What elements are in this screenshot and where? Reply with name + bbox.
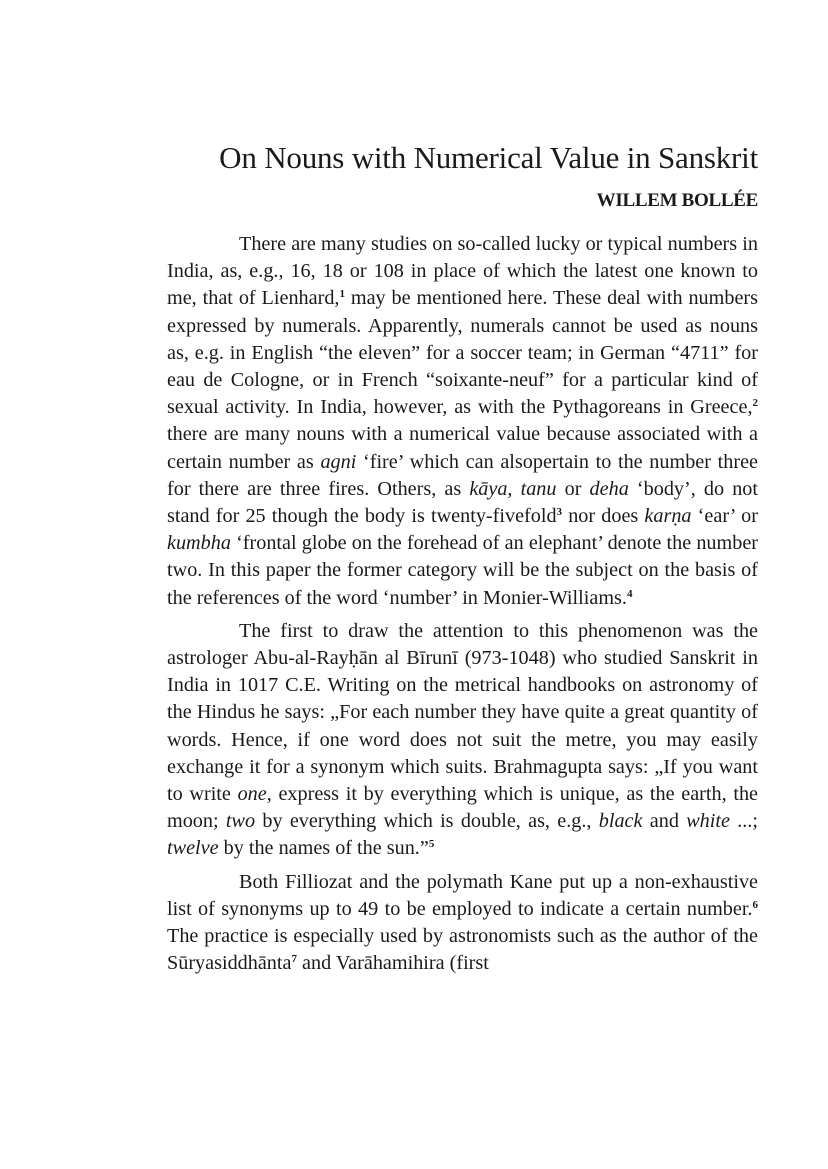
footnote-ref-1[interactable]: 1 [339, 288, 345, 301]
article-page [167, 138, 758, 983]
paragraph-text: nor does [562, 505, 645, 528]
italic-term: white [686, 810, 730, 833]
italic-term: twelve [167, 837, 219, 860]
paragraph-text: by the names of the sun.” [218, 837, 429, 860]
paragraph-text: ‘frontal globe on the forehead of an elephant’ denote the number two. In this paper the former category will be the subject on the basis of the references of the word ‘number’ in Monier-Williams. [167, 532, 758, 609]
italic-term: karṇa [644, 505, 692, 528]
footnote-ref-3[interactable]: 3 [556, 506, 563, 519]
paragraph-text: and [642, 810, 687, 833]
paragraph-text: The first to draw the attention to this phenomenon was the astrologer Abu-al-Rayḥān al Bīrunī (973-1048) who studied Sanskrit in India in 1017 C.E. Writing on the metrical handbooks on astronomy of the Hindus he says: „For each number they have quite a great quantity of words. Hence, if one word does not suit the metre, you may easily exchange it for a synonym which suits. Brahmagupta says: „If you want to write [167, 619, 758, 806]
paragraph-text: Both Filliozat and the polymath Kane put up a non-exhaustive list of synonyms up to 49 to be employed to indicate a certain number. [167, 870, 758, 920]
author-name: WILLEM BOLLÉE [596, 190, 758, 211]
italic-term: kāya, tanu [469, 477, 557, 500]
paragraph-2 [167, 618, 758, 863]
paragraph-text: ‘fire’ which can alsopertain to the number three for there are three fires. Others, as [167, 450, 758, 500]
paragraph-text: ‘body’, do not stand for 25 though the body is twenty-fivefold [167, 477, 759, 528]
footnote-ref-2[interactable]: 2 [752, 397, 758, 410]
paragraph-text: There are many studies on so-called lucky or typical numbers in India, as, e.g., 16, 18 or 108 in place of which the latest one known to me, that of Lienhard, [167, 233, 758, 310]
paragraph-text: and Varāhamihira (first [296, 952, 489, 975]
italic-term: two [225, 810, 256, 833]
paragraph-text: may be mentioned here. These deal with numbers expressed by numerals. Apparently, numerals cannot be used as nouns as, e.g. in English “the eleven” for a soccer team; in German “4711” for eau de Cologne, or in French “soixante-neuf” for a particular kind of sexual activity. In India, however, as with the Pythagoreans in Greece, [167, 287, 758, 419]
paragraph-3 [167, 869, 758, 978]
italic-term: one [237, 783, 267, 806]
paragraph-text: or [556, 477, 590, 500]
article-title: On Nouns with Numerical Value in Sanskrit [219, 140, 758, 175]
paragraph-text: ‘ear’ or [691, 505, 758, 528]
paragraph-text: The practice is especially used by astronomists such as the author of the Sūryasiddhānta [167, 925, 758, 975]
footnote-ref-4[interactable]: 4 [626, 587, 633, 600]
footnote-ref-6[interactable]: 6 [752, 898, 758, 911]
italic-term: deha [589, 477, 629, 500]
footnote-ref-5[interactable]: 5 [428, 838, 435, 851]
italic-term: black [598, 810, 643, 833]
paragraph-1 [167, 231, 758, 612]
article-body [167, 231, 758, 977]
paragraph-text: , express it by everything which is unique, as the earth, the moon; [167, 783, 758, 833]
paragraph-text: ...; [729, 810, 759, 833]
footnote-ref-7[interactable]: 7 [291, 953, 297, 966]
italic-term: kumbha [167, 532, 231, 555]
italic-term: agni [320, 450, 357, 473]
paragraph-text: there are many nouns with a numerical value because associated with a certain number as [167, 423, 758, 473]
paragraph-text: by everything which is double, as, e.g., [255, 810, 599, 833]
